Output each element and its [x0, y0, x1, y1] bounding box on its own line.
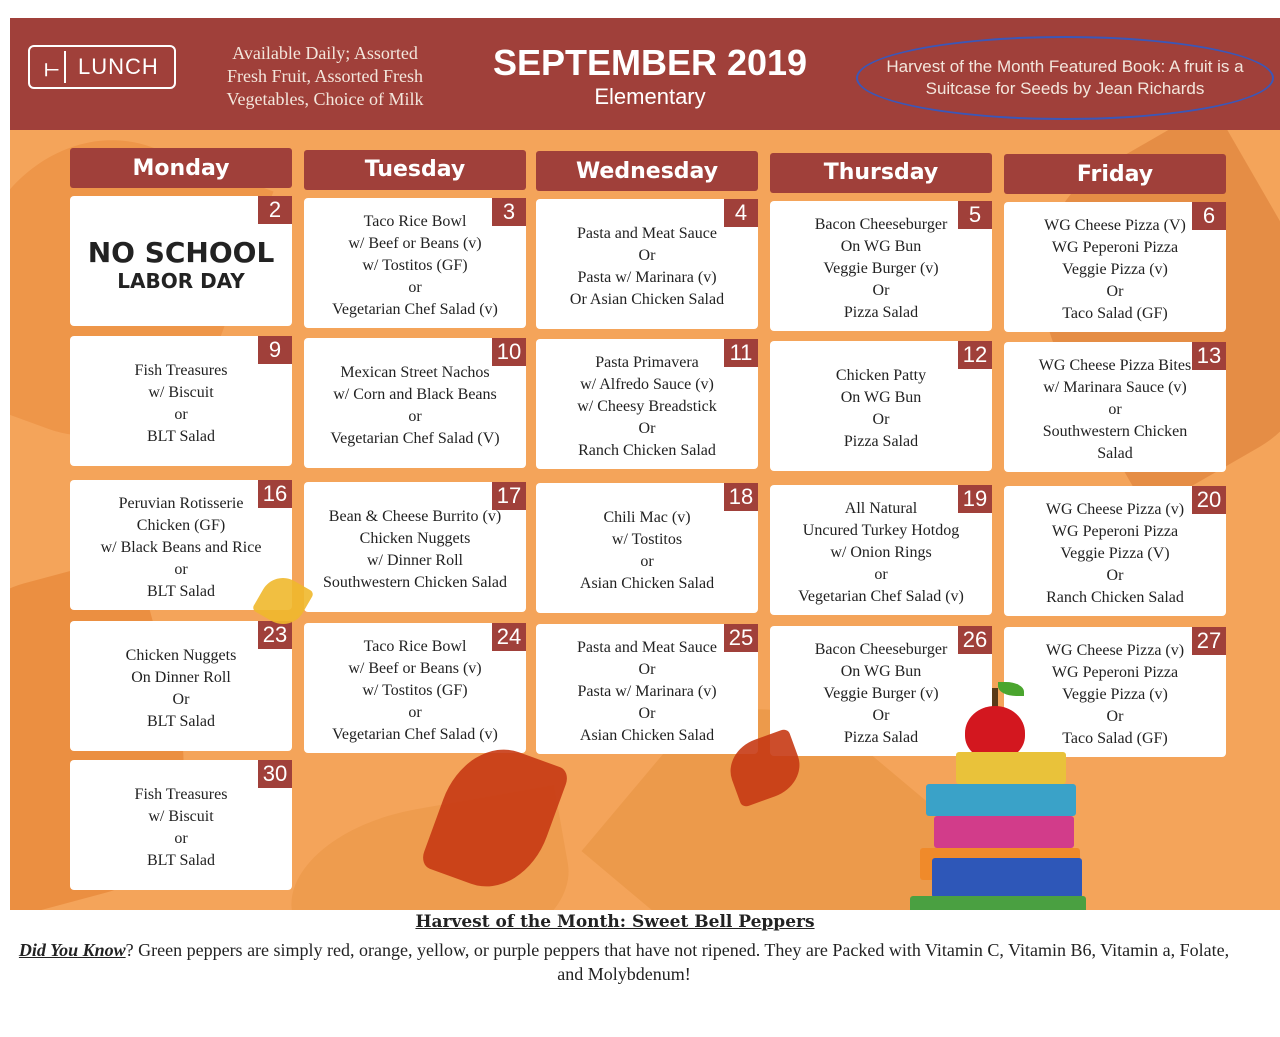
menu-line: BLT Salad [146, 713, 215, 730]
harvest-title: Harvest of the Month: Sweet Bell Peppers [415, 912, 815, 932]
menu-line: Fish Treasures [134, 786, 228, 803]
menu-line: BLT Salad [146, 583, 215, 600]
menu-line: Chicken Patty [835, 366, 927, 384]
menu-text [770, 495, 992, 611]
day-header-4: Friday [1004, 154, 1226, 194]
menu-line: Ranch Chicken Salad [1046, 589, 1184, 606]
date-number: 5 [958, 201, 992, 229]
menu-line: Or [638, 247, 656, 264]
menu-line: NO SCHOOL [87, 236, 275, 269]
menu-line: Ranch Chicken Salad [578, 442, 716, 459]
menu-line: Asian Chicken Salad [579, 575, 715, 592]
date-number: 23 [258, 621, 292, 649]
menu-line: or [174, 561, 188, 578]
did-you-know [4, 938, 1244, 986]
menu-line: w/ Beef or Beans (v) [348, 234, 482, 252]
date-number: 19 [958, 485, 992, 513]
date-number: 30 [258, 760, 292, 788]
menu-line: WG Peperoni Pizza [1051, 239, 1179, 256]
menu-line: Uncured Turkey Hotdog [802, 521, 960, 539]
menu-line: Pasta and Meat Sauce [577, 225, 717, 242]
page-title: SEPTEMBER 2019 [492, 42, 808, 83]
menu-line: WG Cheese Pizza (v) [1045, 642, 1185, 659]
menu-line: Chicken (GF) [136, 517, 226, 534]
menu-line: Or [872, 410, 890, 428]
menu-line: or [1108, 401, 1122, 418]
menu-line: Or [638, 661, 656, 678]
menu-line: On WG Bun [840, 662, 922, 680]
menu-text [1004, 496, 1226, 612]
menu-text [1004, 352, 1226, 468]
menu-line: w/ Beef or Beans (v) [348, 659, 482, 677]
menu-line: Vegetarian Chef Salad (v) [332, 725, 498, 743]
menu-text [70, 346, 292, 462]
calendar-cell [70, 480, 292, 610]
menu-line: Veggie Pizza (v) [1062, 686, 1168, 703]
menu-line: All Natural [844, 499, 918, 517]
menu-text [70, 770, 292, 886]
menu-sheet [10, 18, 1280, 910]
calendar-cell [536, 199, 758, 329]
date-number: 4 [724, 199, 758, 227]
day-header-1: Tuesday [304, 150, 526, 190]
calendar-cell [1004, 486, 1226, 616]
menu-text [304, 633, 526, 749]
day-header-2: Wednesday [536, 151, 758, 191]
menu-line: w/ Biscuit [148, 808, 214, 825]
book-icon [956, 752, 1066, 784]
menu-line: On WG Bun [840, 237, 922, 255]
menu-line: Pasta w/ Marinara (v) [577, 269, 717, 286]
menu-line: Or [638, 420, 656, 437]
menu-text [70, 206, 292, 322]
menu-line: Or [1106, 708, 1124, 725]
school-level: Elementary [594, 84, 706, 109]
calendar-cell [304, 482, 526, 612]
calendar-cell [70, 621, 292, 751]
menu-line: Southwestern Chicken [1042, 423, 1188, 440]
book-icon [926, 784, 1076, 816]
menu-text [536, 634, 758, 750]
menu-line: Vegetarian Chef Salad (V) [330, 429, 500, 447]
menu-line: On WG Bun [840, 388, 922, 406]
date-number: 13 [1192, 342, 1226, 370]
date-number: 18 [724, 483, 758, 511]
menu-line: WG Cheese Pizza (V) [1044, 217, 1186, 234]
menu-line: Bacon Cheeseburger [814, 215, 948, 233]
date-number: 17 [492, 482, 526, 510]
menu-line: Asian Chicken Salad [579, 727, 715, 744]
menu-text [304, 492, 526, 608]
featured-book-oval: Harvest of the Month Featured Book: A fruit is a Suitcase for Seeds by Jean Richards [856, 36, 1274, 120]
date-number: 26 [958, 626, 992, 654]
menu-line: w/ Dinner Roll [367, 551, 463, 569]
calendar-cell [536, 624, 758, 754]
menu-line: w/ Marinara Sauce (v) [1043, 379, 1187, 396]
menu-text [304, 348, 526, 464]
calendar-cell [70, 760, 292, 890]
calendar-cell [770, 485, 992, 615]
menu-line: or [174, 406, 188, 423]
calendar-cell [1004, 342, 1226, 472]
menu-line: Or [1106, 283, 1124, 300]
menu-line: Or [872, 281, 890, 299]
date-number: 20 [1192, 486, 1226, 514]
date-number: 25 [724, 624, 758, 652]
lunch-label: LUNCH [78, 54, 159, 79]
menu-line: Pizza Salad [843, 303, 919, 321]
calendar-cell [770, 201, 992, 331]
menu-line: Taco Salad (GF) [1062, 730, 1168, 747]
fork-icon: 𝈩 [38, 51, 66, 83]
menu-line: w/ Tostitos (GF) [362, 681, 468, 699]
date-number: 2 [258, 196, 292, 224]
menu-line: Pizza Salad [843, 432, 919, 450]
calendar-cell [304, 623, 526, 753]
menu-line: or [408, 703, 422, 721]
menu-line: WG Peperoni Pizza [1051, 523, 1179, 540]
calendar-cell [304, 198, 526, 328]
menu-line: Bacon Cheeseburger [814, 640, 948, 658]
menu-line: Pasta Primavera [595, 354, 699, 371]
did-you-know-label: Did You Know [18, 940, 126, 960]
menu-line: Southwestern Chicken Salad [323, 573, 507, 591]
menu-line: w/ Black Beans and Rice [100, 539, 262, 556]
book-icon [934, 816, 1074, 848]
menu-line: w/ Alfredo Sauce (v) [580, 376, 714, 393]
menu-text [770, 351, 992, 467]
menu-line: BLT Salad [146, 428, 215, 445]
menu-line: w/ Tostitos (GF) [362, 256, 468, 274]
menu-line: Vegetarian Chef Salad (v) [798, 587, 964, 605]
calendar-cell [304, 338, 526, 468]
menu-text [1004, 212, 1226, 328]
menu-line: Vegetarian Chef Salad (v) [332, 300, 498, 318]
menu-line: Or [172, 691, 190, 708]
menu-line: Salad [1097, 445, 1133, 462]
menu-line: Taco Salad (GF) [1062, 305, 1168, 322]
calendar-cell [536, 483, 758, 613]
menu-text [770, 211, 992, 327]
menu-line: w/ Tostitos [611, 531, 683, 548]
book-icon [932, 858, 1082, 898]
menu-text [536, 349, 758, 465]
menu-line: w/ Biscuit [148, 384, 214, 401]
menu-line: BLT Salad [146, 852, 215, 869]
menu-line: or [874, 565, 888, 583]
calendar-cell [770, 341, 992, 471]
menu-line: Veggie Burger (v) [823, 684, 939, 702]
menu-line: w/ Onion Rings [830, 543, 932, 561]
menu-line: Mexican Street Nachos [340, 363, 490, 381]
menu-line: WG Peperoni Pizza [1051, 664, 1179, 681]
menu-line: Chicken Nuggets [125, 647, 237, 664]
menu-line: Pasta and Meat Sauce [577, 639, 717, 656]
date-number: 9 [258, 336, 292, 364]
date-number: 11 [724, 339, 758, 367]
date-number: 10 [492, 338, 526, 366]
menu-line: Pizza Salad [843, 728, 919, 746]
menu-line: Taco Rice Bowl [363, 637, 467, 655]
calendar-cell [536, 339, 758, 469]
menu-line: Bean & Cheese Burrito (v) [328, 507, 502, 525]
menu-line: or [408, 407, 422, 425]
date-number: 16 [258, 480, 292, 508]
lunch-badge [28, 45, 176, 89]
available-daily-note: Available Daily; Assorted Fresh Fruit, Assorted Fresh Vegetables, Choice of Milk [226, 43, 424, 109]
menu-line: WG Cheese Pizza Bites [1038, 357, 1192, 374]
date-number: 3 [492, 198, 526, 226]
menu-line: Chili Mac (v) [603, 509, 691, 526]
menu-line: Peruvian Rotisserie [118, 495, 244, 512]
book-icon [910, 896, 1086, 910]
menu-line: Chicken Nuggets [359, 529, 471, 547]
menu-line: On Dinner Roll [131, 669, 231, 686]
calendar-cell [1004, 202, 1226, 332]
day-header-0: Monday [70, 148, 292, 188]
menu-line: Veggie Burger (v) [823, 259, 939, 277]
menu-line: or [408, 278, 422, 296]
book-stack-icon [910, 708, 1090, 910]
menu-line: Or [638, 705, 656, 722]
did-you-know-text: ? Green peppers are simply red, orange, yellow, or purple peppers that have not ripened. They are Packed with Vitamin C, Vitamin B6, Vitamin a, Folate, and Molybdenum! [125, 940, 1230, 984]
calendar-cell [70, 196, 292, 326]
menu-line: w/ Cheesy Breadstick [577, 398, 717, 415]
menu-text [70, 490, 292, 606]
menu-line: Veggie Pizza (V) [1060, 545, 1170, 562]
calendar-cell [70, 336, 292, 466]
menu-line: or [640, 553, 654, 570]
menu-text [304, 208, 526, 324]
day-header-3: Thursday [770, 153, 992, 193]
menu-line: Pasta w/ Marinara (v) [577, 683, 717, 700]
menu-line: Or Asian Chicken Salad [569, 291, 725, 308]
menu-line: Fish Treasures [134, 362, 228, 379]
date-number: 24 [492, 623, 526, 651]
menu-text [536, 493, 758, 609]
menu-line: Or [872, 706, 890, 724]
date-number: 6 [1192, 202, 1226, 230]
menu-line: Veggie Pizza (v) [1062, 261, 1168, 278]
menu-line: w/ Corn and Black Beans [333, 385, 497, 403]
menu-line: Taco Rice Bowl [363, 212, 467, 230]
menu-text [536, 209, 758, 325]
menu-text [70, 631, 292, 747]
date-number: 27 [1192, 627, 1226, 655]
menu-line: Or [1106, 567, 1124, 584]
menu-line: LABOR DAY [117, 269, 245, 293]
menu-line: or [174, 830, 188, 847]
header-bar [10, 18, 1280, 130]
menu-line: WG Cheese Pizza (v) [1045, 501, 1185, 518]
date-number: 12 [958, 341, 992, 369]
